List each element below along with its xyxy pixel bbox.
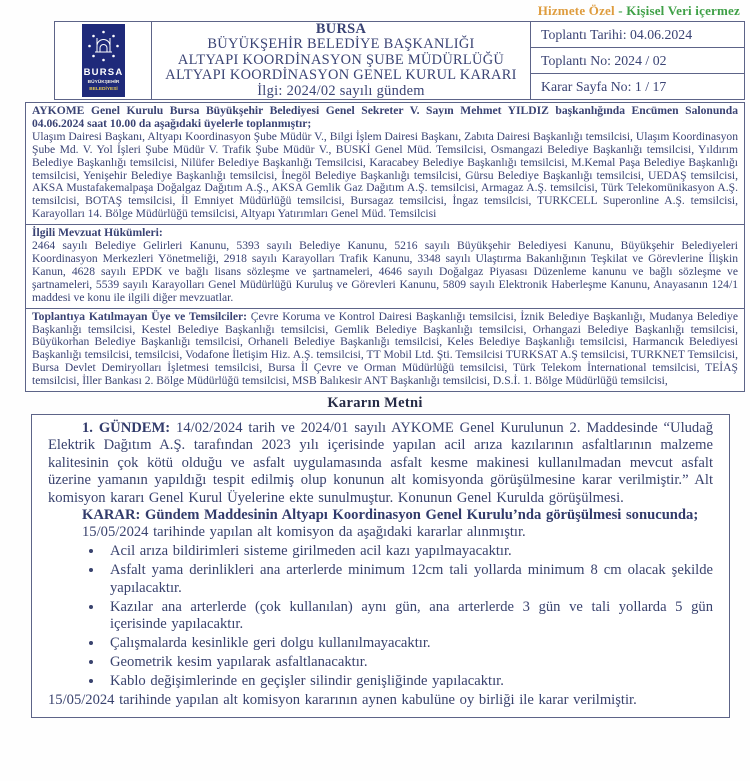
legislation-row	[26, 224, 744, 307]
logo-text-buyuksehir: BÜYÜKŞEHİR	[87, 80, 119, 85]
absent-members-list: Çevre Koruma ve Kontrol Dairesi Başkanlığı temsilcisi, İznik Belediye Başkanlığı, Mudanya Belediye Başkanlığı temsilcisi, Kestel Belediye Başkanlığı temsilcisi, Gemlik Belediye Başkanlığı temsilcisi, Orhangazi Belediye Başkanlığı temsilcisi, Büyükorhan Belediye Başkanlığı temsilcisi, Orhaneli Belediye Başkanlığı temsilcisi, Keles Belediye Başkanlığı temsilcisi, Harmancık Belediyesi Başkanlığı temsilcisi, temsilcisi, Vodafone İletişim Hiz. A.Ş. temsilcisi, TT Mobil Ltd. Şti. Temsilcisi TURKSAT A.Ş temsilcisi, TURKNET Temsilcisi, Bursa Devlet Demiryolları İşletmesi temsilcisi, Bursa İl Çevre ve Orman Müdürlüğü temsilcisi, Türk Telekom İnternational temsilcisi, TEİAŞ temsilcisi, İller Bankası 2. Bölge Müdürlüğü temsilcisi, MSB Balıkesir ANT Başkanlığı temsilcisi, D.S.İ. 1. Bölge Müdürlüğü temsilcisi,	[32, 309, 738, 388]
decision-bullet: • Kazılar ana arterlerde (çok kullanılan) aynı gün, ana arterlerde 3 gün ve tali yollarda 5 gün içerisinde yapılacaktır.	[104, 599, 713, 634]
decision-bullet: • Kablo değişimlerinde en geçişler silindir genişliğinde yapılacaktır.	[104, 673, 713, 690]
attendees-list: Ulaşım Dairesi Başkanı, Altyapı Koordinasyon Şube Müdür V., Bilgi İşlem Dairesi Başkanı, Zabıta Dairesi Başkanlığı temsilcisi, Ulaşım Koordinasyon Şube Md. V. Yol İşleri Şube Müdür V. Trafik Şube Müdür V., BUSKİ Genel Müd. Temsilcisi, Osmangazi Belediye Başkanlığı temsilcisi, Yıldırım Belediye Başkanlığı temsilcisi, Nilüfer Belediye Başkanlığı Temsilcisi, Karacabey Belediye Başkanlığı temsilcisi, M.Kemal Paşa Belediye Başkanlığı temsilcisi, Yenişehir Belediye Başkanlığı temsilcisi, İnegöl Belediye Başkanlığı temsilcisi, Gürsu Belediye Başkanlığı temsilcisi, UEDAŞ temsilcisi, AKSA Mustafakemalpaşa Doğalgaz Dağıtım A.Ş., AKSA Gemlik Gaz Dağıtım A.Ş. temsilcisi, Armagaz A.Ş. temsilcisi, Türk Telekomünikasyon A.Ş. temsilcisi, BOTAŞ temsilcisi, İl Emniyet Müdürlüğü temsilcisi, Bursagaz temsilcisi, İngaz temsilcisi, TURKCELL Superonline A.Ş. temsilcisi, Karayolları 14. Bölge Müdürlüğü temsilcisi, Altyapı Yatırımları Genel Müd. Temsilcisi	[32, 129, 738, 221]
attendees-row	[26, 103, 744, 224]
closing-statement: 15/05/2024 tarihinde yapılan alt komisyon kararının aynen kabulüne oy birliği ile karar verilmiştir.	[48, 691, 637, 708]
document-title-block	[151, 22, 531, 99]
logo-text-bursa: BURSA	[83, 67, 123, 78]
subcommittee-intro: 15/05/2024 tarihinde yapılan alt komisyon da aşağıdaki kararlar alınmıştır.	[82, 524, 526, 541]
page-number: Karar Sayfa No: 1 / 17	[541, 78, 667, 94]
title-document-type: ALTYAPI KOORDİNASYON GENEL KURUL KARARI	[165, 67, 517, 84]
decision-body	[31, 414, 730, 718]
meeting-meta-block	[531, 22, 744, 99]
logo-text-belediyesi: BELEDİYESİ	[88, 87, 118, 92]
agenda-text: 14/02/2024 tarih ve 2024/01 sayılı AYKOME Genel Kurulunun 2. Maddesinde “Uludağ Elektrik Dağıtım A.Ş. tarafından 2023 yılı içerisinde yapılan acil arıza kazılarının asfaltlarının malzeme kalitesinin çok kötü olduğu ve asfalt uygulamasında asfalt kesme makinesi kullanılmadan mevcut asfalt üzerine yamanın yapıldığı tespit edilmiş olup konunun alt komisyonda görüşülmesine karar verilmiştir.” Alt komisyon kararı Genel Kurul Üyelerine ekte sunulmuştur. Konunun Genel Kurulda görüşülmesi.	[48, 420, 713, 506]
title-reference: İlgi: 2024/02 sayılı gündem	[257, 82, 425, 99]
meeting-info-table	[25, 102, 745, 392]
legislation-label: İlgili Mevzuat Hükümleri:	[32, 226, 163, 240]
municipality-logo	[55, 22, 151, 99]
decision-bullet: • Geometrik kesim yapılarak asfaltlanacaktır.	[104, 654, 713, 671]
decision-bullet: • Çalışmalarda kesinlikle geri dolgu kullanılmayacaktır.	[104, 635, 713, 652]
attendees-intro: AYKOME Genel Kurulu Bursa Büyükşehir Belediyesi Genel Sekreter V. Sayın Mehmet YILDIZ başkanlığında Encümen Salonunda 04.06.2024 saat 10.00 da aşağıdaki üyelerle toplanmıştır;	[32, 104, 738, 130]
decision-section-heading: Kararın Metni	[327, 395, 423, 412]
bursa-logo-icon	[82, 24, 125, 97]
title-department: ALTYAPI KOORDİNASYON ŞUBE MÜDÜRLÜĞÜ	[177, 51, 505, 68]
title-authority: BÜYÜKŞEHİR BELEDİYE BAŞKANLIĞI	[207, 36, 475, 53]
classification-line	[0, 0, 750, 21]
page-number-row	[531, 73, 744, 99]
agenda-paragraph	[48, 420, 713, 507]
agenda-label: 1. GÜNDEM:	[82, 420, 171, 437]
document-header	[54, 21, 745, 100]
absent-members-row	[26, 308, 744, 391]
meeting-number: Toplantı No: 2024 / 02	[541, 52, 667, 68]
decision-bullet: • Acil arıza bildirimleri sisteme girilmeden acil kazı yapılmayacaktır.	[104, 543, 713, 560]
absent-members-label: Toplantıya Katılmayan Üye ve Temsilciler:	[32, 309, 248, 323]
classification-note: - Kişisel Veri içermez	[618, 3, 740, 18]
decision-statement: KARAR: Gündem Maddesinin Altyapı Koordinasyon Genel Kurulu’nda görüşülmesi sonucunda;	[82, 507, 699, 524]
meeting-number-row	[531, 47, 744, 73]
decision-bullet: • Asfalt yama derinlikleri ana arterlerde minimum 12cm tali yollarda minimum 8 cm olacak şekilde yapılacaktır.	[104, 562, 713, 597]
meeting-date-row	[531, 22, 744, 47]
meeting-date: Toplantı Tarihi: 04.06.2024	[541, 26, 693, 42]
legislation-list: 2464 sayılı Belediye Gelirleri Kanunu, 5393 sayılı Belediye Kanunu, 5216 sayılı Büyükşehir Belediyesi Kanunu, Büyükşehir Belediyeleri Koordinasyon Merkezleri Yönetmeliği, 2918 sayılı Karayolları Trafik Kanunu, 3348 sayılı Ulaştırma Bakanlığının Teşkilat ve Görevlerine İlişkin Kanun, 4628 sayılı EPDK ve bağlı lisans sözleşme ve şartnameleri, 4646 sayılı Doğalgaz Piyasası Düzenleme kanunu ve bağlı sözleşme ve şartnameleri, 5539 sayılı Karayolları Genel Müdürlüğü Kuruluş ve Görevleri Kanunu, 5809 sayılı Elektronik Haberleşme Kanunu, Anayasanın 124/1 maddesi ve konu ile ilgili diğer mevzuatlar.	[32, 239, 738, 304]
classification-level: Hizmete Özel	[537, 3, 615, 18]
title-city: BURSA	[315, 20, 367, 37]
decision-bullet-list	[48, 543, 713, 690]
